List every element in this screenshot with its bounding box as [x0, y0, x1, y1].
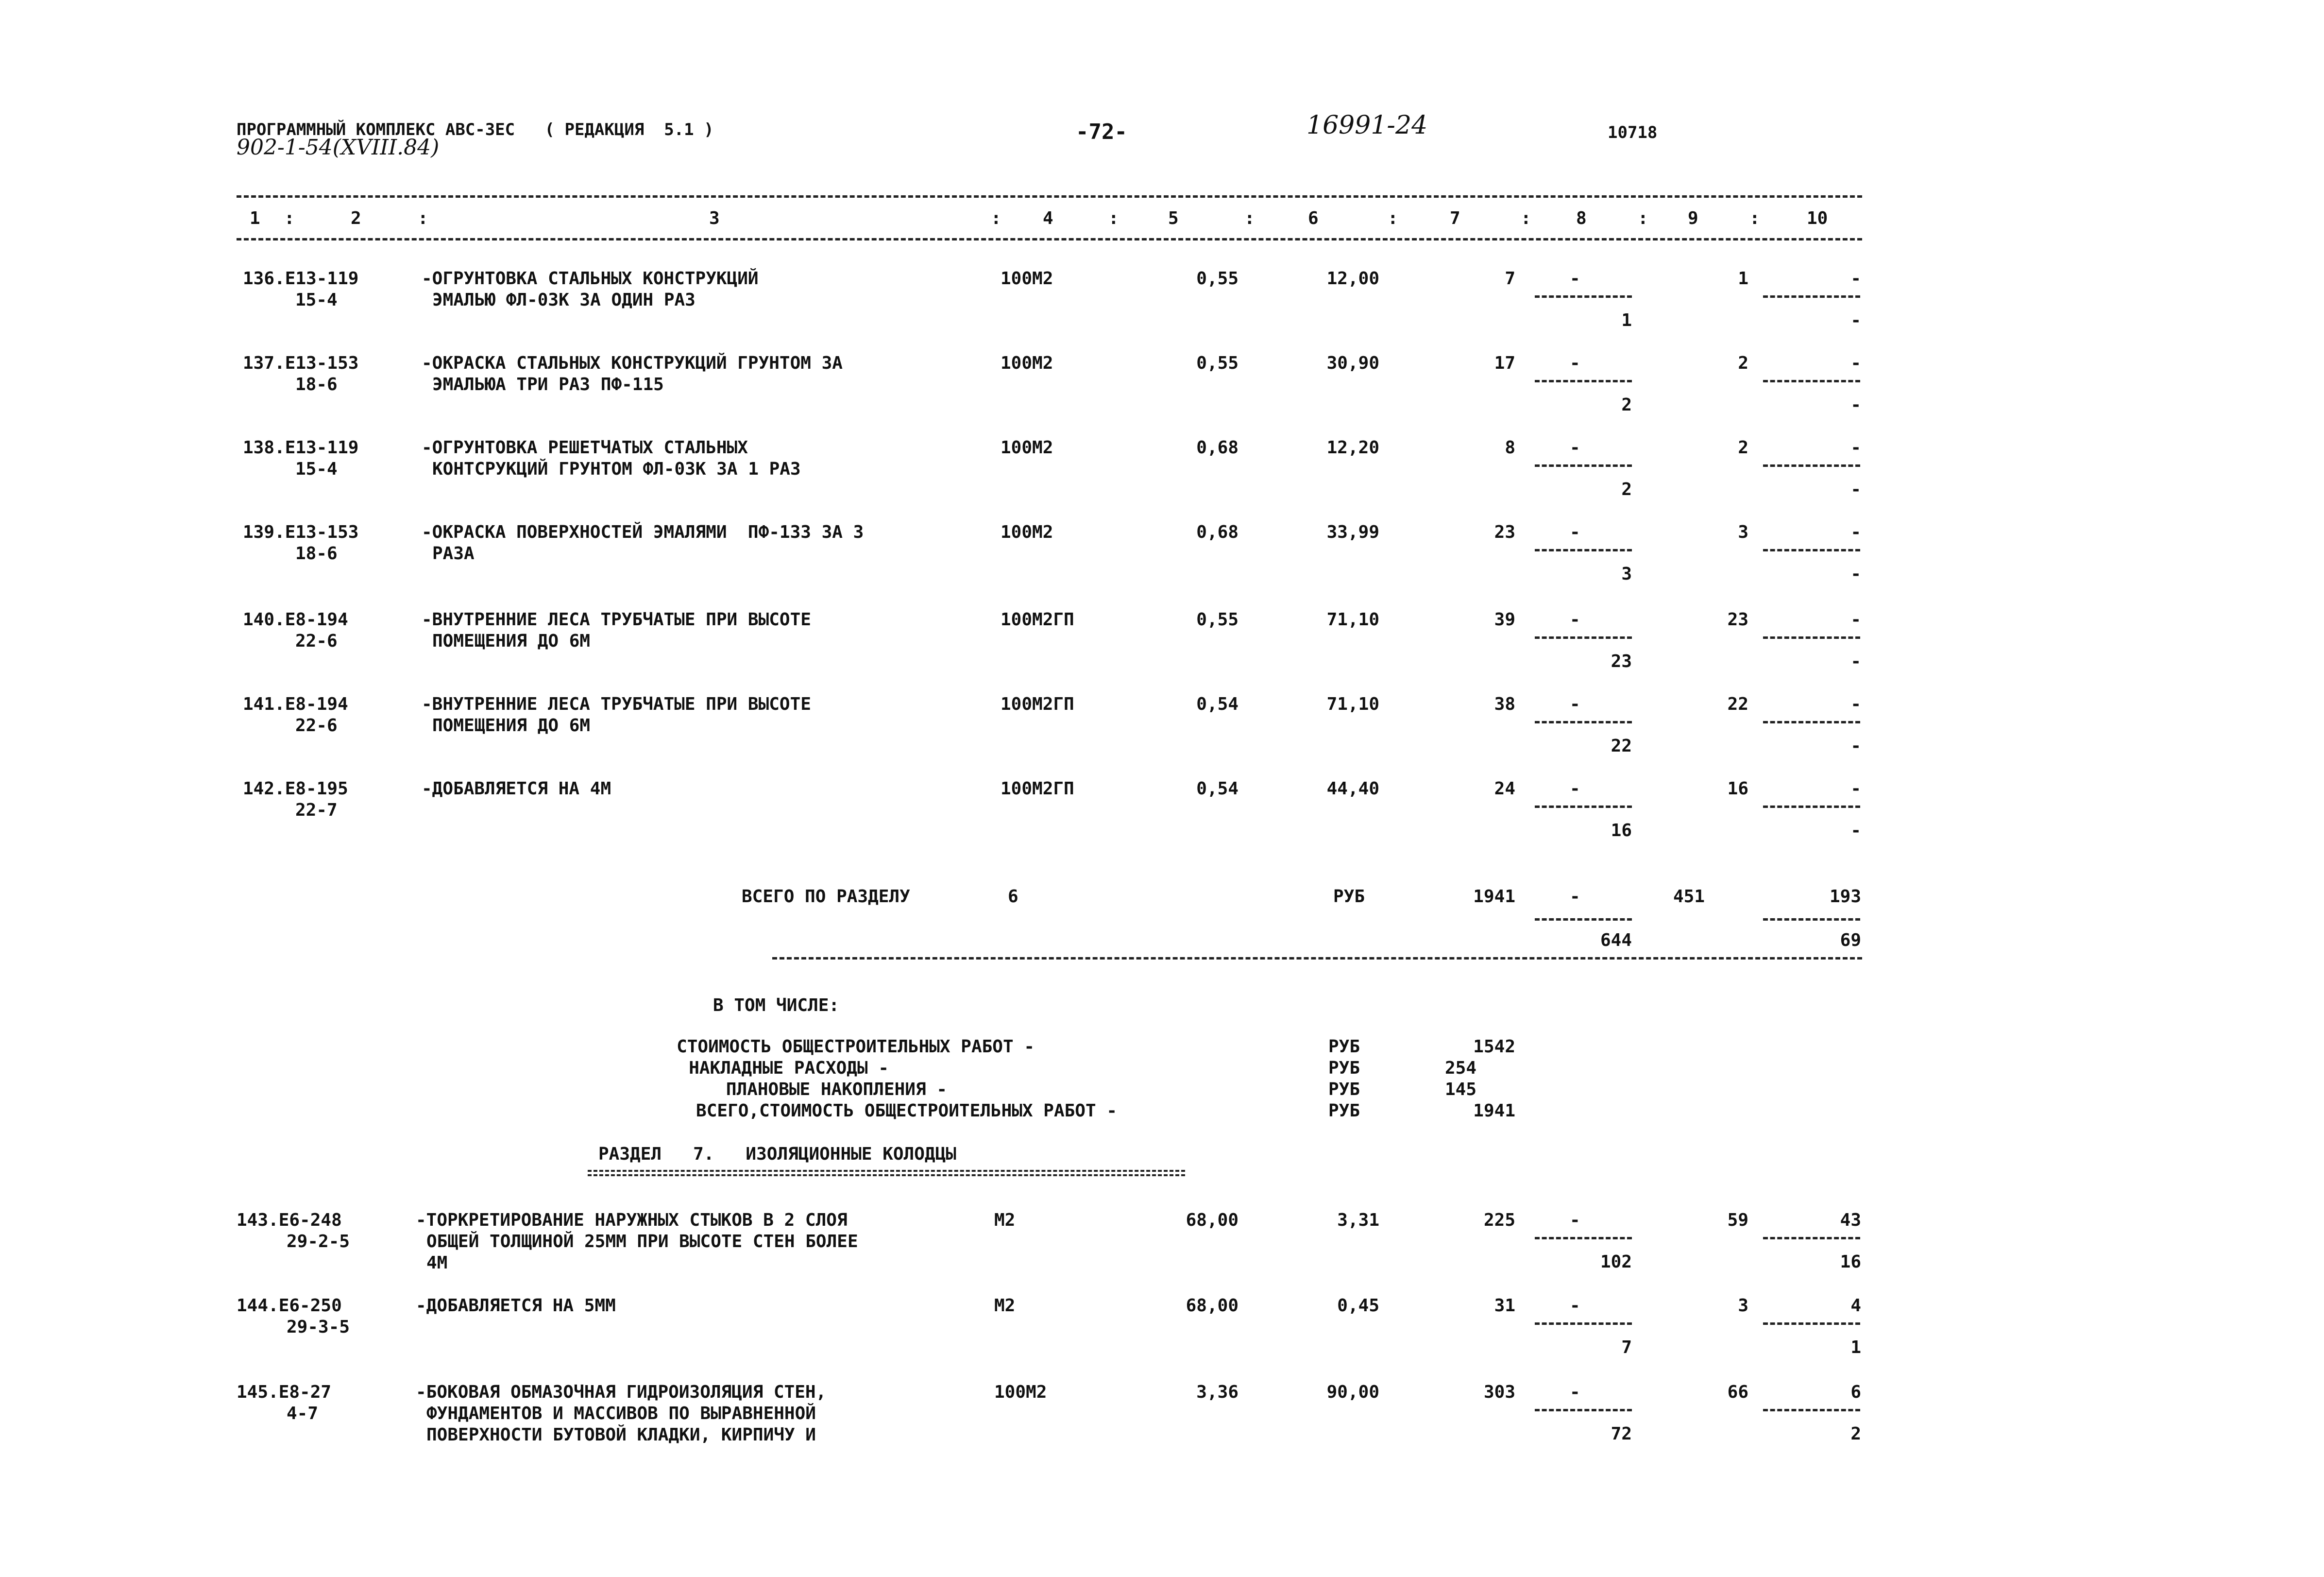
item-col8-rule	[1535, 636, 1632, 639]
including-line-unit: РУБ	[1328, 1058, 1360, 1078]
item-col10-sub: -	[1850, 310, 1861, 330]
item-col8-sub: 16	[1611, 821, 1632, 840]
item-description-line: -ОКРАСКА СТАЛЬНЫХ КОНСТРУКЦИЙ ГРУНТОМ ЗА	[422, 353, 843, 373]
item-total: 17	[1494, 353, 1515, 373]
section-7-underline	[588, 1170, 1185, 1176]
item-col8-sub: 3	[1621, 564, 1632, 584]
item-subcode: 15-4	[295, 459, 338, 479]
item-col10: 6	[1850, 1382, 1861, 1402]
item-col10-sub: -	[1850, 651, 1861, 671]
item-description-line: -ОКРАСКА ПОВЕРХНОСТЕЙ ЭМАЛЯМИ ПФ-133 ЗА 3	[422, 522, 864, 542]
item-unit-price: 71,10	[1326, 694, 1379, 714]
item-unit-price: 33,99	[1326, 522, 1379, 542]
item-description-line: ЭМАЛЬЮА ТРИ РАЗ ПФ-115	[432, 375, 664, 394]
column-number-8: 8	[1576, 208, 1587, 228]
item-col8: -	[1570, 610, 1580, 630]
item-col10-sub: -	[1850, 395, 1861, 415]
item-quantity: 68,00	[1186, 1296, 1238, 1316]
item-col10-rule	[1763, 806, 1860, 808]
section-total-col8-sub: 644	[1600, 930, 1632, 950]
item-description-line: ПОВЕРХНОСТИ БУТОВОЙ КЛАДКИ, КИРПИЧУ И	[426, 1425, 816, 1445]
item-col10: -	[1850, 522, 1861, 542]
column-separator: :	[991, 208, 1001, 228]
column-number-1: 1	[250, 208, 260, 228]
item-unit: 100М2	[1001, 438, 1053, 458]
item-code: 142.E8-195	[243, 779, 348, 799]
item-col8-rule	[1535, 1237, 1632, 1239]
item-col8-sub: 72	[1611, 1424, 1632, 1444]
item-col8-sub: 2	[1621, 480, 1632, 499]
item-description-line: -ОГРУНТОВКА РЕШЕТЧАТЫХ СТАЛЬНЫХ	[422, 438, 748, 458]
item-unit-price: 90,00	[1326, 1382, 1379, 1402]
item-col10: 4	[1850, 1296, 1861, 1316]
item-unit-price: 0,45	[1337, 1296, 1379, 1316]
including-line-value: 1542	[1473, 1037, 1515, 1057]
column-separator: :	[1521, 208, 1531, 228]
item-quantity: 0,68	[1196, 522, 1238, 542]
section-total-sum: 1941	[1473, 887, 1515, 907]
item-code: 145.E8-27	[237, 1382, 332, 1402]
item-unit-price: 12,20	[1326, 438, 1379, 458]
item-col10-rule	[1763, 721, 1860, 723]
item-description-line: РАЗА	[432, 544, 475, 564]
item-col9: 3	[1738, 522, 1748, 542]
item-quantity: 0,55	[1196, 610, 1238, 630]
item-code: 139.E13-153	[243, 522, 359, 542]
item-col10-rule	[1763, 1409, 1860, 1411]
item-description-line: 4М	[426, 1253, 448, 1273]
item-col10-sub: -	[1850, 480, 1861, 499]
item-col10-rule	[1763, 1237, 1860, 1239]
item-quantity: 0,68	[1196, 438, 1238, 458]
item-unit: 100М2	[1001, 269, 1053, 289]
item-col8-rule	[1535, 1322, 1632, 1325]
item-col8: -	[1570, 1382, 1580, 1402]
item-unit: 100М2ГП	[1001, 779, 1074, 799]
item-col9: 16	[1727, 779, 1748, 799]
section-7-title: РАЗДЕЛ 7. ИЗОЛЯЦИОННЫЕ КОЛОДЦЫ	[598, 1144, 956, 1164]
item-description-line: ФУНДАМЕНТОВ И МАССИВОВ ПО ВЫРАВНЕННОЙ	[426, 1404, 816, 1423]
item-col8-sub: 1	[1621, 310, 1632, 330]
item-col9: 2	[1738, 438, 1748, 458]
item-col10: -	[1850, 438, 1861, 458]
section-total-col10-rule	[1763, 918, 1860, 921]
item-description-line: -ВНУТРЕННИЕ ЛЕСА ТРУБЧАТЫЕ ПРИ ВЫСОТЕ	[422, 694, 811, 714]
item-subcode: 22-6	[295, 631, 338, 651]
item-description-line: ПОМЕЩЕНИЯ ДО 6М	[432, 631, 591, 651]
item-col10: -	[1850, 610, 1861, 630]
item-code: 137.E13-153	[243, 353, 359, 373]
column-number-7: 7	[1450, 208, 1460, 228]
item-total: 303	[1483, 1382, 1515, 1402]
item-col8-rule	[1535, 380, 1632, 382]
including-line-value: 254	[1444, 1058, 1476, 1078]
item-col9: 23	[1727, 610, 1748, 630]
item-col10-sub: -	[1850, 821, 1861, 840]
item-col8-sub: 102	[1600, 1252, 1632, 1272]
item-code: 143.E6-248	[237, 1210, 342, 1230]
item-subcode: 29-2-5	[287, 1232, 350, 1251]
column-separator: :	[1388, 208, 1398, 228]
item-code: 136.E13-119	[243, 269, 359, 289]
item-quantity: 0,54	[1196, 779, 1238, 799]
section-total-col9: 451	[1673, 887, 1705, 907]
section-total-rule	[772, 957, 1862, 960]
item-unit: 100М2	[994, 1382, 1047, 1402]
sheet-id: 10718	[1608, 123, 1658, 142]
item-col8: -	[1570, 353, 1580, 373]
item-subcode: 4-7	[287, 1404, 319, 1423]
item-col10: -	[1850, 694, 1861, 714]
item-col10-rule	[1763, 380, 1860, 382]
item-col8-sub: 23	[1611, 651, 1632, 671]
document-number: 16991-24	[1306, 111, 1428, 140]
section-total-col10-sub: 69	[1840, 930, 1861, 950]
item-unit: 100М2ГП	[1001, 694, 1074, 714]
item-col8: -	[1570, 1210, 1580, 1230]
item-col8: -	[1570, 694, 1580, 714]
item-subcode: 15-4	[295, 290, 338, 310]
item-col10-sub: 1	[1850, 1337, 1861, 1357]
item-quantity: 0,54	[1196, 694, 1238, 714]
program-title: ПРОГРАММНЫЙ КОМПЛЕКС АВС-3ЕС ( РЕДАКЦИЯ 5.1 )	[237, 120, 714, 139]
item-quantity: 68,00	[1186, 1210, 1238, 1230]
item-col8-rule	[1535, 464, 1632, 467]
item-col8: -	[1570, 269, 1580, 289]
item-description-line: ЭМАЛЬЮ ФЛ-03К ЗА ОДИН РАЗ	[432, 290, 696, 310]
item-total: 39	[1494, 610, 1515, 630]
including-line-label: СТОИМОСТЬ ОБЩЕСТРОИТЕЛЬНЫХ РАБОТ -	[677, 1037, 1035, 1057]
item-total: 31	[1494, 1296, 1515, 1316]
item-col9: 3	[1738, 1296, 1748, 1316]
item-code: 141.E8-194	[243, 694, 348, 714]
item-unit-price: 71,10	[1326, 610, 1379, 630]
item-col8-rule	[1535, 295, 1632, 298]
item-col10-sub: -	[1850, 564, 1861, 584]
item-col9: 66	[1727, 1382, 1748, 1402]
header-rule-bottom	[237, 238, 1862, 240]
item-total: 38	[1494, 694, 1515, 714]
item-col8-sub: 7	[1621, 1337, 1632, 1357]
item-col8-rule	[1535, 806, 1632, 808]
item-col8-sub: 2	[1621, 395, 1632, 415]
column-number-2: 2	[351, 208, 361, 228]
item-col8: -	[1570, 522, 1580, 542]
including-line-label: ПЛАНОВЫЕ НАКОПЛЕНИЯ -	[726, 1080, 947, 1099]
item-col10-rule	[1763, 464, 1860, 467]
item-col8-rule	[1535, 721, 1632, 723]
item-subcode: 18-6	[295, 375, 338, 394]
column-number-3: 3	[709, 208, 720, 228]
including-line-label: НАКЛАДНЫЕ РАСХОДЫ -	[689, 1058, 889, 1078]
item-unit-price: 3,31	[1337, 1210, 1379, 1230]
including-line-unit: РУБ	[1328, 1080, 1360, 1099]
item-col10: 43	[1840, 1210, 1861, 1230]
item-subcode: 22-6	[295, 716, 338, 736]
item-col8-rule	[1535, 549, 1632, 551]
item-description-line: -ВНУТРЕННИЕ ЛЕСА ТРУБЧАТЫЕ ПРИ ВЫСОТЕ	[422, 610, 811, 630]
column-separator: :	[1638, 208, 1648, 228]
item-total: 24	[1494, 779, 1515, 799]
item-description-line: ПОМЕЩЕНИЯ ДО 6М	[432, 716, 591, 736]
section-total-col8-rule	[1535, 918, 1632, 921]
item-col8: -	[1570, 779, 1580, 799]
item-quantity: 0,55	[1196, 269, 1238, 289]
item-unit: 100М2ГП	[1001, 610, 1074, 630]
item-code: 144.E6-250	[237, 1296, 342, 1316]
project-code: 902-1-54(XVIII.84)	[237, 135, 440, 160]
item-subcode: 29-3-5	[287, 1317, 350, 1337]
item-unit-price: 12,00	[1326, 269, 1379, 289]
section-total-unit: РУБ	[1333, 887, 1365, 907]
item-total: 8	[1505, 438, 1515, 458]
item-total: 225	[1483, 1210, 1515, 1230]
item-col10-rule	[1763, 636, 1860, 639]
column-separator: :	[1749, 208, 1760, 228]
item-col10-rule	[1763, 295, 1860, 298]
item-col9: 59	[1727, 1210, 1748, 1230]
item-unit: М2	[994, 1210, 1016, 1230]
item-col10: -	[1850, 779, 1861, 799]
column-number-4: 4	[1043, 208, 1053, 228]
item-col8-sub: 22	[1611, 736, 1632, 756]
page-number: -72-	[1076, 120, 1127, 144]
item-subcode: 18-6	[295, 544, 338, 564]
column-separator: :	[1244, 208, 1255, 228]
item-code: 140.E8-194	[243, 610, 348, 630]
item-description-line: КОНТСРУКЦИЙ ГРУНТОМ ФЛ-03К ЗА 1 РАЗ	[432, 459, 801, 479]
item-col10-sub: 16	[1840, 1252, 1861, 1272]
item-unit: М2	[994, 1296, 1016, 1316]
header-rule-top	[237, 195, 1862, 198]
section-total-col8: -	[1570, 887, 1580, 907]
including-line-unit: РУБ	[1328, 1101, 1360, 1121]
item-unit: 100М2	[1001, 353, 1053, 373]
including-line-unit: РУБ	[1328, 1037, 1360, 1057]
item-col10: -	[1850, 269, 1861, 289]
section-total-label: ВСЕГО ПО РАЗДЕЛУ	[742, 887, 910, 907]
item-col10-rule	[1763, 549, 1860, 551]
including-line-value: 145	[1444, 1080, 1476, 1099]
section-total-col10: 193	[1829, 887, 1861, 907]
item-quantity: 0,55	[1196, 353, 1238, 373]
column-separator: :	[418, 208, 428, 228]
item-col8-rule	[1535, 1409, 1632, 1411]
column-number-10: 10	[1807, 208, 1828, 228]
item-col10-sub: -	[1850, 736, 1861, 756]
column-separator: :	[1108, 208, 1119, 228]
column-number-9: 9	[1688, 208, 1698, 228]
item-col10-sub: 2	[1850, 1424, 1861, 1444]
item-code: 138.E13-119	[243, 438, 359, 458]
column-number-6: 6	[1308, 208, 1319, 228]
item-total: 23	[1494, 522, 1515, 542]
including-title: В ТОМ ЧИСЛЕ:	[713, 995, 840, 1015]
item-col10: -	[1850, 353, 1861, 373]
item-description-line: -ОГРУНТОВКА СТАЛЬНЫХ КОНСТРУКЦИЙ	[422, 269, 759, 289]
item-unit-price: 44,40	[1326, 779, 1379, 799]
item-quantity: 3,36	[1196, 1382, 1238, 1402]
item-col9: 2	[1738, 353, 1748, 373]
item-col9: 1	[1738, 269, 1748, 289]
column-number-5: 5	[1168, 208, 1179, 228]
item-unit: 100М2	[1001, 522, 1053, 542]
item-description-line: -ДОБАВЛЯЕТСЯ НА 5ММ	[416, 1296, 616, 1316]
item-col8: -	[1570, 1296, 1580, 1316]
item-description-line: ОБЩЕЙ ТОЛЩИНОЙ 25ММ ПРИ ВЫСОТЕ СТЕН БОЛЕЕ	[426, 1232, 858, 1251]
item-description-line: -БОКОВАЯ ОБМАЗОЧНАЯ ГИДРОИЗОЛЯЦИЯ СТЕН,	[416, 1382, 827, 1402]
item-total: 7	[1505, 269, 1515, 289]
including-line-label: ВСЕГО,СТОИМОСТЬ ОБЩЕСТРОИТЕЛЬНЫХ РАБОТ -	[696, 1101, 1117, 1121]
item-col8: -	[1570, 438, 1580, 458]
including-line-value: 1941	[1473, 1101, 1515, 1121]
column-separator: :	[284, 208, 295, 228]
item-description-line: -ТОРКРЕТИРОВАНИЕ НАРУЖНЫХ СТЫКОВ В 2 СЛОЯ	[416, 1210, 848, 1230]
item-subcode: 22-7	[295, 800, 338, 820]
item-col10-rule	[1763, 1322, 1860, 1325]
section-total-number: 6	[1008, 887, 1018, 907]
item-col9: 22	[1727, 694, 1748, 714]
item-unit-price: 30,90	[1326, 353, 1379, 373]
item-description-line: -ДОБАВЛЯЕТСЯ НА 4М	[422, 779, 611, 799]
